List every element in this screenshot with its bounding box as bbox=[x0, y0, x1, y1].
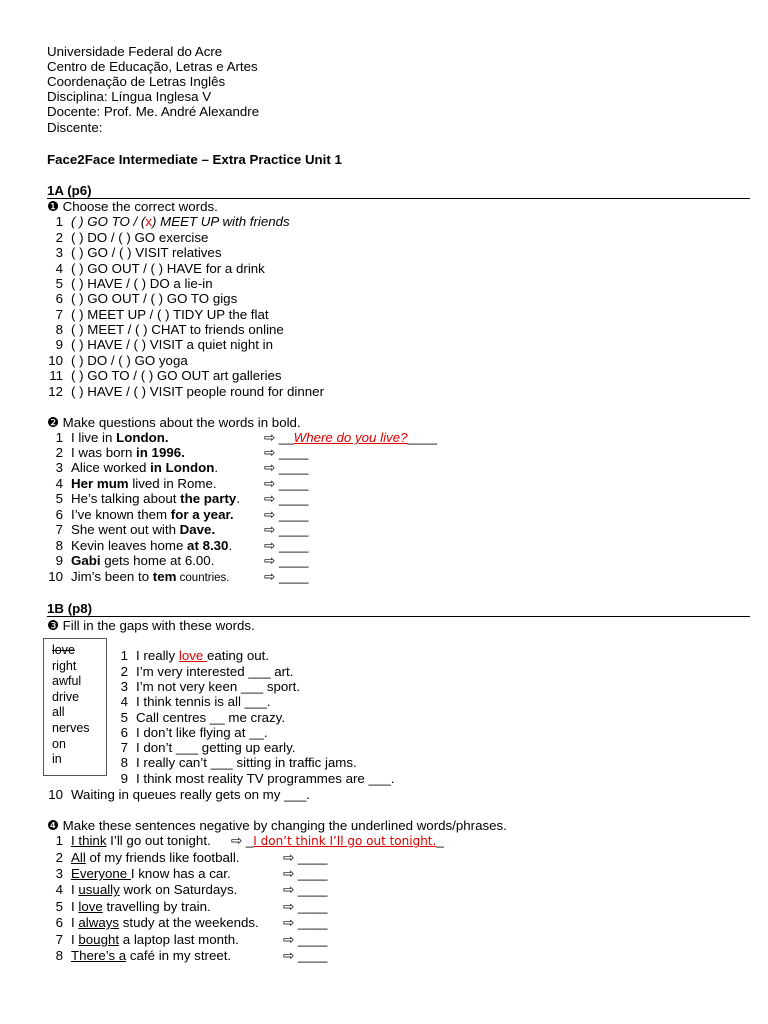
item-text: eating out. bbox=[206, 648, 270, 663]
item-number: 5 bbox=[55, 899, 63, 914]
list-item bbox=[112, 679, 300, 694]
item-number: 7 bbox=[55, 522, 63, 537]
item-number: 10 bbox=[48, 569, 63, 584]
item-number: 9 bbox=[120, 771, 128, 786]
answer-blank: _ bbox=[436, 833, 444, 848]
item-text: I was born bbox=[71, 445, 137, 460]
item-number: 6 bbox=[55, 915, 63, 930]
item-number: 2 bbox=[55, 230, 63, 245]
bold-text: at 8.30 bbox=[187, 538, 229, 553]
section-heading-1a: 1A (p6) bbox=[47, 183, 92, 198]
item-number: 10 bbox=[48, 353, 63, 368]
bold-text: London. bbox=[116, 430, 169, 445]
word-box-item: on bbox=[52, 736, 66, 751]
item-text: ( ) GO TO / (x) MEET UP with friends bbox=[71, 214, 290, 229]
arrow-icon: ⇨ bbox=[283, 882, 295, 897]
item-number: 1 bbox=[55, 833, 63, 848]
answer-blank: ____ bbox=[275, 569, 309, 584]
teacher: Docente: Prof. Me. André Alexandre bbox=[47, 104, 260, 119]
item-text: a laptop last month. bbox=[119, 932, 239, 947]
item-text: . bbox=[228, 538, 233, 553]
answer-line bbox=[283, 915, 327, 930]
answer-line bbox=[264, 538, 308, 553]
underlined-text: bought bbox=[78, 932, 120, 947]
item-text: I’ve known them bbox=[71, 507, 171, 522]
item-text: ( ) HAVE / ( ) VISIT a quiet night in bbox=[71, 337, 273, 352]
list-item bbox=[47, 368, 282, 383]
item-text: I really bbox=[136, 648, 179, 663]
item-text: of my friends like football. bbox=[85, 850, 240, 865]
item-number: 5 bbox=[120, 710, 128, 725]
list-item bbox=[112, 694, 271, 709]
answer-line bbox=[231, 833, 444, 849]
list-item bbox=[47, 833, 211, 848]
item-text: work on Saturdays. bbox=[119, 882, 238, 897]
page-title: Face2Face Intermediate – Extra Practice Unit 1 bbox=[47, 152, 342, 167]
answer-blank: ____ bbox=[275, 460, 309, 475]
answer-blank: ____ bbox=[294, 850, 328, 865]
word-box bbox=[43, 638, 107, 776]
item-number: 7 bbox=[120, 740, 128, 755]
answer-blank: ____ bbox=[275, 553, 309, 568]
answer-line bbox=[283, 882, 327, 897]
list-item bbox=[47, 337, 273, 352]
list-item bbox=[47, 569, 230, 586]
list-item bbox=[47, 850, 240, 865]
bold-text: Gabi bbox=[71, 553, 101, 568]
item-text: travelling by train. bbox=[102, 899, 211, 914]
list-item bbox=[47, 307, 269, 322]
bold-text: Dave. bbox=[179, 522, 216, 537]
item-number: 3 bbox=[55, 866, 63, 881]
underlined-text: usually bbox=[78, 882, 120, 897]
list-item bbox=[47, 866, 231, 881]
arrow-icon: ⇨ bbox=[264, 476, 276, 491]
exercise-4-instruction: ❹ Make these sentences negative by changing the underlined words/phrases. bbox=[47, 818, 507, 833]
item-number: 4 bbox=[55, 261, 63, 276]
list-item bbox=[112, 648, 269, 663]
item-number: 8 bbox=[120, 755, 128, 770]
item-number: 12 bbox=[48, 384, 63, 399]
item-text: I don’t ___ getting up early. bbox=[136, 740, 296, 755]
example-answer: Where do you live? bbox=[293, 430, 408, 445]
list-item bbox=[47, 899, 211, 914]
exercise-1-instruction: ❶ Choose the correct words. bbox=[47, 199, 218, 214]
arrow-icon: ⇨ bbox=[283, 915, 295, 930]
arrow-icon: ⇨ bbox=[264, 569, 276, 584]
item-text: café in my street. bbox=[126, 948, 232, 963]
list-item bbox=[47, 445, 185, 460]
list-item bbox=[47, 787, 310, 802]
list-item bbox=[112, 710, 285, 725]
discipline: Disciplina: Língua Inglesa V bbox=[47, 89, 212, 104]
item-number: 9 bbox=[55, 553, 63, 568]
list-item bbox=[47, 460, 218, 475]
exercise-3-instruction: ❸ Fill in the gaps with these words. bbox=[47, 618, 255, 633]
item-text: . bbox=[236, 491, 241, 506]
centre-name: Centro de Educação, Letras e Artes bbox=[47, 59, 258, 74]
item-number: 4 bbox=[55, 476, 63, 491]
university-name: Universidade Federal do Acre bbox=[47, 44, 223, 59]
answer-blank: ____ bbox=[275, 476, 309, 491]
answer-line bbox=[264, 507, 308, 522]
answer-line bbox=[264, 430, 437, 445]
bold-text: in 1996. bbox=[136, 445, 185, 460]
underlined-text: I think bbox=[71, 833, 107, 848]
underlined-text: love bbox=[78, 899, 103, 914]
item-number: 6 bbox=[55, 291, 63, 306]
item-number: 4 bbox=[120, 694, 128, 709]
item-text: ( ) MEET UP / ( ) TIDY UP the flat bbox=[71, 307, 269, 322]
item-number: 1 bbox=[120, 648, 128, 663]
arrow-icon: ⇨ bbox=[264, 522, 276, 537]
arrow-icon: ⇨ bbox=[264, 507, 276, 522]
item-text: I bbox=[71, 932, 79, 947]
item-text: I really can’t ___ sitting in traffic jams. bbox=[136, 755, 357, 770]
word-box-item: all bbox=[52, 705, 65, 720]
item-number: 1 bbox=[55, 214, 63, 229]
answer-blank: ____ bbox=[275, 507, 309, 522]
list-item bbox=[112, 771, 394, 786]
example-answer: I don’t think I’ll go out tonight. bbox=[253, 834, 437, 848]
answer-blank: ____ bbox=[275, 445, 309, 460]
item-number: 8 bbox=[55, 948, 63, 963]
bold-text: tem bbox=[152, 569, 177, 584]
list-item bbox=[47, 384, 324, 399]
item-number: 10 bbox=[48, 787, 63, 802]
item-number: 3 bbox=[120, 679, 128, 694]
item-text: I think tennis is all ___. bbox=[136, 694, 271, 709]
word-box-item: right bbox=[52, 658, 77, 673]
item-number: 2 bbox=[55, 445, 63, 460]
section-divider bbox=[47, 616, 750, 617]
item-text: I bbox=[71, 915, 79, 930]
coordination-name: Coordenação de Letras Inglês bbox=[47, 74, 226, 89]
arrow-icon: ⇨ bbox=[283, 866, 295, 881]
answer-line bbox=[283, 948, 327, 963]
answer-blank: ____ bbox=[407, 430, 438, 445]
item-text: Kevin leaves home bbox=[71, 538, 188, 553]
arrow-icon: ⇨ bbox=[264, 430, 276, 445]
list-item bbox=[47, 553, 214, 568]
arrow-icon: ⇨ bbox=[264, 538, 276, 553]
item-number: 7 bbox=[55, 307, 63, 322]
answer-blank: ____ bbox=[275, 538, 309, 553]
list-item bbox=[47, 276, 213, 291]
bold-text: the party bbox=[180, 491, 237, 506]
arrow-icon: ⇨ bbox=[283, 932, 295, 947]
item-number: 3 bbox=[55, 460, 63, 475]
arrow-icon: ⇨ bbox=[283, 948, 295, 963]
answer-line bbox=[264, 491, 308, 506]
item-text: ( ) GO TO / ( ) GO OUT art galleries bbox=[71, 368, 282, 383]
item-text: She went out with bbox=[71, 522, 180, 537]
arrow-icon: ⇨ bbox=[264, 445, 276, 460]
item-number: 8 bbox=[55, 322, 63, 337]
word-box-item: drive bbox=[52, 689, 80, 704]
underlined-text: always bbox=[78, 915, 120, 930]
item-text: countries. bbox=[176, 572, 230, 584]
item-text: . bbox=[214, 460, 219, 475]
item-number: 1 bbox=[55, 430, 63, 445]
answer-line bbox=[264, 553, 308, 568]
word-box-item: awful bbox=[52, 674, 82, 689]
item-text: I don’t like flying at __. bbox=[136, 725, 268, 740]
word-box-item: nerves bbox=[52, 721, 90, 735]
list-item bbox=[47, 882, 237, 897]
arrow-icon: ⇨ bbox=[264, 491, 276, 506]
item-text: study at the weekends. bbox=[119, 915, 259, 930]
answer-blank: __ bbox=[275, 430, 294, 445]
exercise-2-instruction: ❷ Make questions about the words in bold. bbox=[47, 415, 301, 430]
item-text: ( ) DO / ( ) GO yoga bbox=[71, 353, 188, 368]
item-text: I’m not very keen ___ sport. bbox=[136, 679, 301, 694]
item-text: ( ) MEET / ( ) CHAT to friends online bbox=[71, 322, 284, 337]
list-item bbox=[47, 322, 284, 337]
list-item bbox=[47, 538, 232, 553]
answer-blank: ____ bbox=[294, 948, 328, 963]
list-item bbox=[47, 476, 217, 491]
list-item bbox=[112, 725, 268, 740]
underlined-text: All bbox=[71, 850, 86, 865]
arrow-icon: ⇨ bbox=[283, 850, 295, 865]
answer-line bbox=[264, 476, 308, 491]
underlined-text: There’s a bbox=[71, 948, 127, 963]
item-number: 3 bbox=[55, 245, 63, 260]
item-text: lived in Rome. bbox=[128, 476, 217, 491]
list-item bbox=[47, 261, 265, 276]
underlined-text: Everyone bbox=[71, 866, 131, 881]
item-text: ( ) GO / ( ) VISIT relatives bbox=[71, 245, 222, 260]
item-number: 2 bbox=[55, 850, 63, 865]
answer-line bbox=[283, 899, 327, 914]
item-number: 2 bbox=[120, 664, 128, 679]
item-text: I live in bbox=[71, 430, 117, 445]
answer-blank: ____ bbox=[294, 899, 328, 914]
answer-line bbox=[264, 445, 308, 460]
list-item bbox=[47, 932, 239, 947]
list-item bbox=[112, 740, 295, 755]
section-heading-1b: 1B (p8) bbox=[47, 601, 93, 616]
item-text: I know has a car. bbox=[130, 866, 231, 881]
item-text: I think most reality TV programmes are ___. bbox=[136, 771, 395, 786]
list-item bbox=[112, 664, 293, 679]
answer-blank: ____ bbox=[294, 915, 328, 930]
item-number: 5 bbox=[55, 276, 63, 291]
list-item bbox=[47, 948, 231, 963]
item-text: I’m very interested ___ art. bbox=[136, 664, 294, 679]
arrow-icon: ⇨ bbox=[264, 460, 276, 475]
item-number: 6 bbox=[55, 507, 63, 522]
list-item bbox=[47, 245, 221, 260]
arrow-icon: ⇨ bbox=[264, 553, 276, 568]
item-number: 7 bbox=[55, 932, 63, 947]
item-text: ( ) DO / ( ) GO exercise bbox=[71, 230, 209, 245]
item-number: 9 bbox=[55, 337, 63, 352]
item-number: 8 bbox=[55, 538, 63, 553]
list-item bbox=[47, 291, 237, 306]
item-text: ( ) GO OUT / ( ) GO TO gigs bbox=[71, 291, 238, 306]
word-box-item: in bbox=[52, 752, 62, 767]
item-text: Alice worked bbox=[71, 460, 151, 475]
item-number: 11 bbox=[49, 368, 63, 383]
answer-blank: ____ bbox=[294, 882, 328, 897]
answer-line bbox=[264, 460, 308, 475]
item-text: gets home at 6.00. bbox=[100, 553, 215, 568]
student: Discente: bbox=[47, 120, 103, 135]
answer-line bbox=[264, 569, 308, 584]
bold-text: for a year. bbox=[170, 507, 234, 522]
item-text: I’ll go out tonight. bbox=[106, 833, 211, 848]
answer-blank: _ bbox=[242, 833, 254, 848]
list-item bbox=[47, 507, 234, 522]
answer-line bbox=[264, 522, 308, 537]
list-item bbox=[47, 430, 169, 445]
list-item bbox=[47, 915, 259, 930]
item-text: ( ) HAVE / ( ) DO a lie-in bbox=[71, 276, 213, 291]
arrow-icon: ⇨ bbox=[283, 899, 295, 914]
answer-blank: ____ bbox=[275, 522, 309, 537]
item-text: ( ) HAVE / ( ) VISIT people round for dinner bbox=[71, 384, 324, 399]
item-number: 5 bbox=[55, 491, 63, 506]
list-item bbox=[112, 755, 357, 770]
item-number: 4 bbox=[55, 882, 63, 897]
answer-blank: ____ bbox=[275, 491, 309, 506]
answer-blank: ____ bbox=[294, 866, 328, 881]
item-number: 6 bbox=[120, 725, 128, 740]
bold-text: Her mum bbox=[71, 476, 129, 491]
word-box-item: love bbox=[52, 643, 75, 657]
list-item bbox=[47, 353, 188, 368]
item-text: Waiting in queues really gets on my ___. bbox=[71, 787, 310, 802]
example-answer: love bbox=[178, 648, 207, 663]
item-text: I bbox=[71, 899, 79, 914]
arrow-icon: ⇨ bbox=[231, 833, 243, 848]
list-item bbox=[47, 522, 215, 537]
answer-line bbox=[283, 932, 327, 947]
item-text: ( ) GO OUT / ( ) HAVE for a drink bbox=[71, 261, 265, 276]
item-text: He’s talking about bbox=[71, 491, 181, 506]
item-text: I bbox=[71, 882, 79, 897]
bold-text: in London bbox=[150, 460, 215, 475]
answer-blank: ____ bbox=[294, 932, 328, 947]
list-item bbox=[47, 230, 208, 245]
item-text: Jim’s been to bbox=[71, 569, 153, 584]
answer-line bbox=[283, 850, 327, 865]
answer-line bbox=[283, 866, 327, 881]
list-item bbox=[47, 214, 290, 229]
list-item bbox=[47, 491, 240, 506]
item-text: Call centres __ me crazy. bbox=[136, 710, 286, 725]
